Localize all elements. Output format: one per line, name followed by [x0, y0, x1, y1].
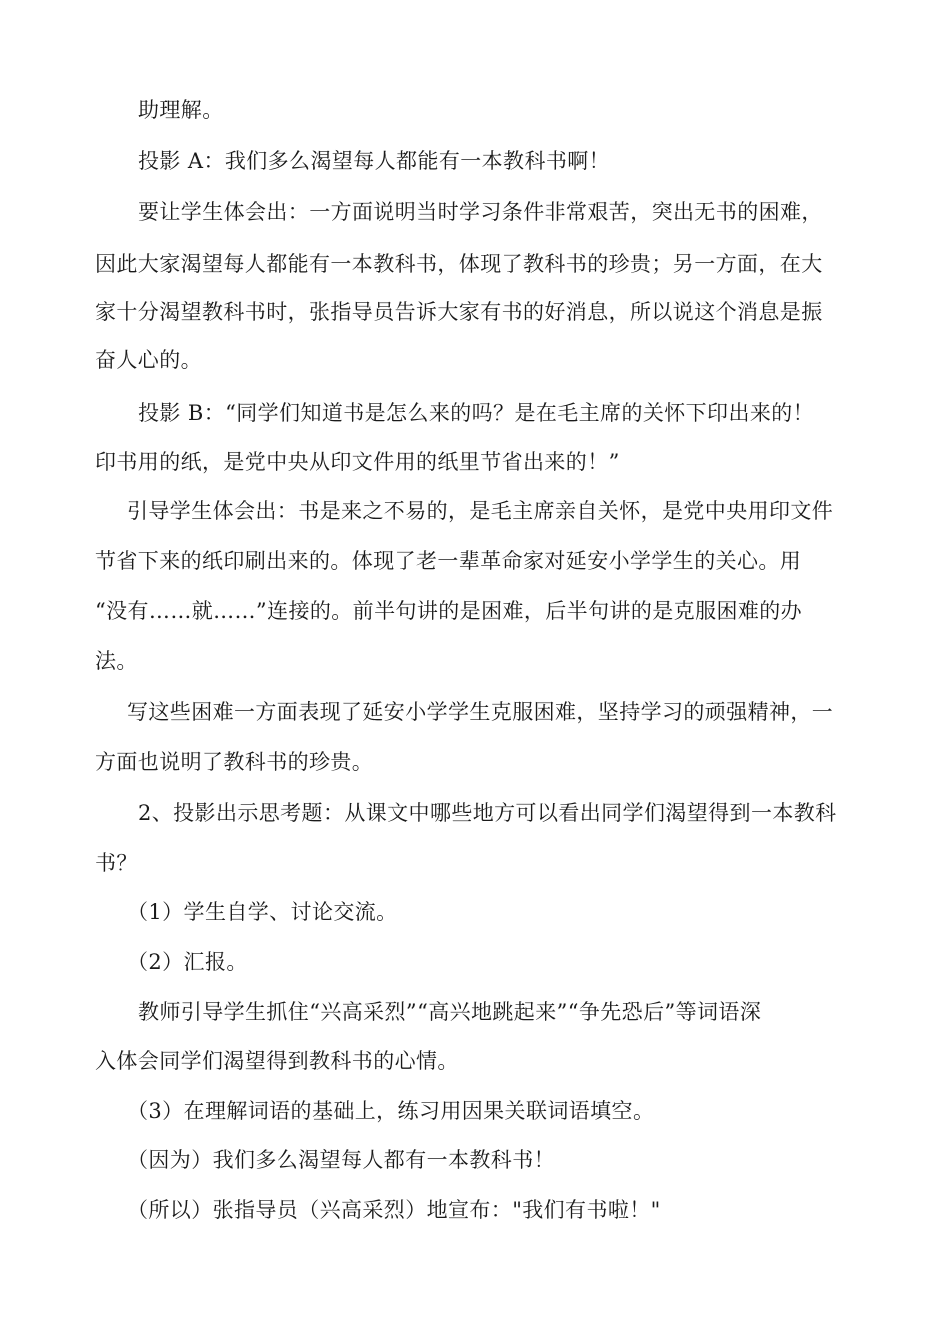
text-line: 要让学生体会出：一方面说明当时学习条件非常艰苦，突出无书的困难， [138, 200, 823, 224]
text-line: 法。 [95, 649, 138, 673]
text-line: 投影 A：我们多么渴望每人都能有一本教科书啊！ [138, 149, 611, 173]
text-line: 写这些困难一方面表现了延安小学学生克服困难，坚持学习的顽强精神，一 [127, 700, 834, 724]
text-line: 家十分渴望教科书时，张指导员告诉大家有书的好消息，所以说这个消息是振 [95, 300, 823, 324]
text-line: （所以）张指导员（兴高采烈）地宣布："我们有书啦！" [127, 1198, 661, 1222]
text-line: 节省下来的纸印刷出来的。体现了老一辈革命家对延安小学学生的关心。用 [95, 549, 802, 573]
text-line: 2、投影出示思考题：从课文中哪些地方可以看出同学们渴望得到一本教科 [138, 801, 837, 825]
text-line: （1）学生自学、讨论交流。 [127, 900, 398, 924]
text-line: （因为）我们多么渴望每人都有一本教科书！ [127, 1148, 555, 1172]
text-line: 印书用的纸，是党中央从印文件用的纸里节省出来的！” [95, 450, 620, 474]
text-line: （3）在理解词语的基础上，练习用因果关联词语填空。 [127, 1099, 655, 1123]
text-line: 因此大家渴望每人都能有一本教科书，体现了教科书的珍贵；另一方面，在大 [95, 252, 823, 276]
text-line: 教师引导学生抓住“兴高采烈”“高兴地跳起来”“争先恐后”等词语深 [138, 1000, 762, 1024]
text-line: 投影 B：“同学们知道书是怎么来的吗？是在毛主席的关怀下印出来的！ [138, 401, 815, 425]
text-line: “没有……就……”连接的。前半句讲的是困难，后半句讲的是克服困难的办 [95, 599, 803, 623]
text-line: 奋人心的。 [95, 348, 202, 372]
text-line: 助理解。 [138, 98, 224, 122]
text-line: （2）汇报。 [127, 950, 248, 974]
text-line: 书？ [95, 851, 138, 875]
text-line: 引导学生体会出：书是来之不易的，是毛主席亲自关怀，是党中央用印文件 [127, 499, 834, 523]
text-line: 方面也说明了教科书的珍贵。 [95, 750, 374, 774]
text-line: 入体会同学们渴望得到教科书的心情。 [95, 1049, 459, 1073]
